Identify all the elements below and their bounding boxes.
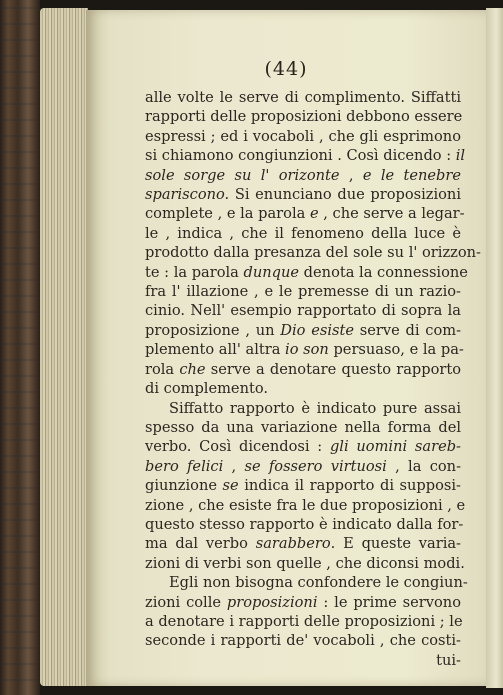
text-line [145,399,461,418]
text-line [145,476,461,495]
text-segment: Si enunciano due proposizioni [229,186,461,204]
text-segment: Egli non bisogna confondere le congiun- [169,574,468,592]
text-line [145,496,466,515]
text-line [145,379,461,398]
text-segment: a denotare i rapporti delle proposizioni ; le [145,612,463,630]
text-segment: plemento all' altra [145,341,286,359]
text-line [145,146,466,165]
text-segment: persuaso, e la pa- [328,341,464,359]
page-number: (44) [264,58,308,80]
text-line [145,593,461,612]
text-line [145,437,461,456]
italic-text-segment: proposizioni [226,593,318,611]
text-segment: rola [145,360,180,378]
italic-text-segment: il [455,147,466,165]
text-segment: indica il rapporto di supposi- [238,477,461,495]
italic-text-segment: Dio esiste [280,321,354,339]
italic-text-segment: e [309,205,319,223]
italic-text-segment: se fossero virtuosi [244,457,387,475]
text-line [145,515,464,534]
italic-text-segment: sarabbero [255,535,331,553]
italic-text-segment: sole sorge su l' orizonte [145,166,340,184]
text-segment: : le prime servono [317,593,461,611]
text-segment: proposizione , un [145,321,281,339]
text-segment: , [223,457,245,475]
italic-text-segment: dunque [243,263,300,281]
text-segment: tui- [436,651,461,669]
text-line [145,418,461,437]
text-line [145,282,461,301]
text-line [145,631,461,650]
text-segment: le , indica , che il fenomeno della luce è [145,224,461,242]
italic-text-segment: che [179,360,206,378]
italic-text-segment: io son [285,341,329,359]
text-segment: zioni di verbi son quelle , che diconsi modi. [145,554,465,572]
page-body-text [145,88,481,670]
text-line [145,243,481,262]
text-segment: te : la parola [145,263,244,281]
text-line [145,573,468,592]
text-segment: serve di com- [354,321,462,339]
text-line [145,612,461,631]
text-line [145,651,461,670]
text-line [145,224,461,243]
text-segment: espressi ; ed i vocaboli , che gli esprimono [145,127,461,145]
text-line [145,166,461,185]
text-line [145,185,461,204]
text-line [145,534,461,553]
text-segment: Siffatto rapporto è indicato pure assai [169,399,461,417]
text-line [145,301,461,320]
text-line [145,554,465,573]
text-segment: , che serve a legar- [318,205,465,223]
text-segment: . E queste varia- [330,535,461,553]
text-segment: si chiamono congiunzioni . Così dicendo : [145,147,456,165]
text-segment: rapporti delle proposizioni debbono essere [145,108,463,126]
text-segment: complete , e la parola [145,205,310,223]
text-segment: prodotto dalla presanza del sole su l' orizzon- [145,244,481,262]
text-segment: giunzione [145,477,223,495]
text-segment: zione , che esiste fra le due proposizioni , e [145,496,466,514]
text-line [145,107,461,126]
text-line [145,360,461,379]
text-segment: alle volte le serve di complimento. Siffatti [145,89,461,106]
text-segment: , [339,166,363,184]
italic-text-segment: e le tenebre [362,166,461,184]
text-segment: serve a denotare questo rapporto [205,360,461,378]
book-spine [0,0,40,695]
text-segment: questo stesso rapporto è indicato dalla for- [145,515,464,533]
text-line [145,204,465,223]
text-line [145,321,461,340]
text-segment: di complemento. [145,380,268,398]
text-line [145,340,464,359]
text-line [145,263,468,282]
text-segment: denota la connessione [299,263,468,281]
page-edges [40,8,88,686]
text-segment: zioni colle [145,593,227,611]
text-line [145,127,461,146]
italic-text-segment: spariscono. [145,186,230,204]
text-segment: spesso da una variazione nella forma del [145,418,461,436]
italic-text-segment: se [222,477,239,495]
text-line [145,88,461,107]
text-segment: seconde i rapporti de' vocaboli , che costi- [145,632,461,650]
facing-page-edge [486,8,503,688]
text-segment: cinio. Nell' esempio rapportato di sopra la [145,302,461,320]
text-segment: fra l' illazione , e le premesse di un razio- [145,283,461,301]
text-segment: ma dal verbo [145,535,256,553]
text-segment: verbo. Così dicendosi : [145,438,330,456]
text-line [145,457,461,476]
italic-text-segment: gli uomini sareb- [329,438,461,456]
italic-text-segment: bero felici [145,457,224,475]
text-segment: , la con- [386,457,462,475]
